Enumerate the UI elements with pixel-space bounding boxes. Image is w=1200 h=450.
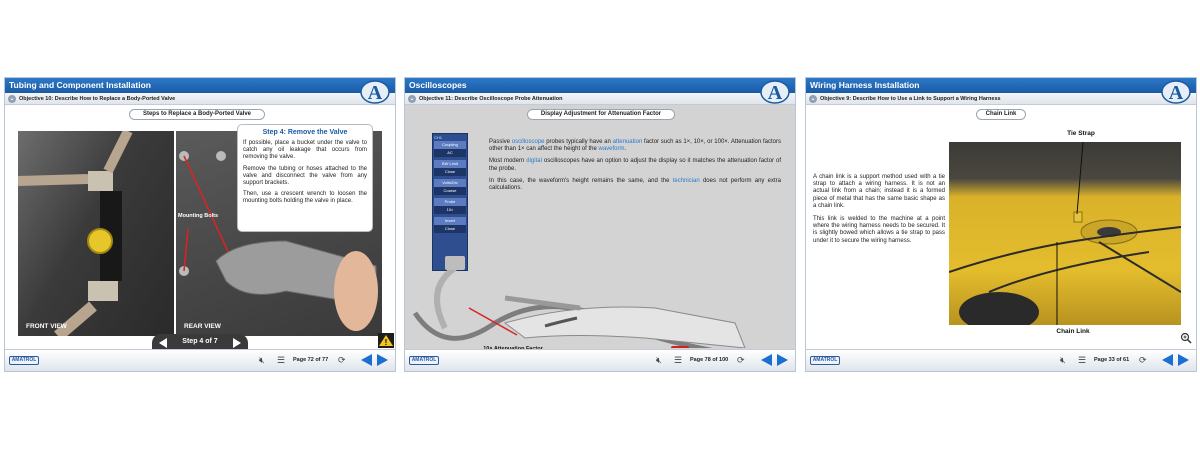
prev-page-button[interactable] — [761, 354, 772, 366]
objective-text: Objective 11: Describe Oscilloscope Probe Attenuation — [419, 96, 563, 102]
step-textbox — [237, 124, 373, 232]
lesson-title: Tubing and Component Installation — [5, 78, 395, 93]
footer-bar — [806, 349, 1196, 371]
refresh-icon[interactable]: ⟳ — [338, 355, 346, 365]
zoom-icon[interactable] — [1180, 332, 1192, 344]
svg-text:!: ! — [384, 338, 388, 347]
mute-icon[interactable]: 🔇︎ — [656, 355, 662, 365]
refresh-icon[interactable]: ⟳ — [1139, 355, 1147, 365]
valve-front-graphic — [18, 131, 174, 336]
lesson-panel-tubing — [4, 77, 396, 372]
glossary-link[interactable]: technician — [672, 177, 700, 184]
glossary-link[interactable]: attenuation — [612, 139, 643, 145]
amatrol-brand[interactable]: AMATROL — [9, 356, 39, 365]
chevron-down-icon[interactable]: ⌄ — [810, 96, 816, 102]
attenuation-switch[interactable] — [671, 346, 689, 348]
section-label: Chain Link — [976, 109, 1026, 120]
step-paragraph-1: If possible, place a bucket under the valve to catch any oil leakage that occurs from removing the valve. — [243, 140, 367, 161]
menu-icon[interactable]: ☰ — [277, 355, 286, 365]
tie-strap-label: Tie Strap — [1067, 130, 1095, 137]
refresh-icon[interactable]: ⟳ — [737, 355, 745, 365]
scope-menu-item[interactable]: Coupling AC — [434, 141, 466, 157]
objective-bar[interactable] — [806, 93, 1196, 105]
front-view-label: FRONT VIEW — [26, 323, 67, 330]
step-paragraph-3: Then, use a crescent wrench to loosen the mounting bolts holding the valve in place. — [243, 191, 367, 205]
mute-icon[interactable]: 🔇︎ — [259, 355, 265, 365]
page-indicator: Page 33 of 61 — [1094, 357, 1130, 363]
paragraph-1: A chain link is a support method used with a tie strap to attach a wiring harness. It is not an actual link from a chain; instead it is a formed piece of metal that has the same basic shape as a chain link. — [813, 174, 945, 209]
glossary-link[interactable]: digital — [526, 158, 542, 165]
step-counter: Step 4 of 7 — [182, 338, 218, 345]
glossary-link[interactable]: oscilloscope — [511, 139, 545, 145]
next-page-button[interactable] — [377, 354, 388, 366]
amatrol-logo-icon — [357, 78, 391, 105]
next-step-button[interactable] — [233, 338, 241, 348]
section-label: Steps to Replace a Body-Ported Valve — [129, 109, 265, 120]
objective-bar[interactable] — [405, 93, 795, 105]
scope-menu-item-probe[interactable]: Probe 10× — [434, 198, 466, 214]
chevron-down-icon[interactable]: ⌄ — [9, 96, 15, 102]
lesson-title: Wiring Harness Installation — [806, 78, 1196, 93]
paragraph-2: Most modern digital oscilloscopes have an option to adjust the display so it matches the attenuation factor of the probe. — [489, 158, 781, 172]
objective-text: Objective 10: Describe How to Replace a Body-Ported Valve — [19, 96, 176, 102]
rear-view-label: REAR VIEW — [184, 323, 221, 330]
amatrol-brand[interactable]: AMATROL — [810, 356, 840, 365]
footer-bar — [5, 349, 395, 371]
svg-text:A: A — [767, 82, 783, 104]
mute-icon[interactable]: 🔇︎ — [1060, 355, 1066, 365]
scope-menu-item[interactable]: Volts/Div Coarse — [434, 179, 466, 195]
svg-text:A: A — [367, 82, 383, 104]
lesson-text — [489, 139, 781, 192]
page-indicator: Page 78 of 100 — [690, 357, 729, 363]
glossary-link[interactable]: waveform — [598, 146, 625, 153]
scope-menu-title: CH1 — [434, 135, 443, 140]
scope-menu-item[interactable]: Invert Close — [434, 217, 466, 233]
amatrol-logo-icon — [757, 78, 791, 105]
next-page-button[interactable] — [1178, 354, 1189, 366]
step-paragraph-2: Remove the tubing or hoses attached to the valve and disconnect the valve from any support brackets. — [243, 165, 367, 187]
next-page-button[interactable] — [777, 354, 788, 366]
machine-graphic — [949, 142, 1181, 325]
prev-page-button[interactable] — [1162, 354, 1173, 366]
objective-text: Objective 9: Describe How to Use a Link to Support a Wiring Harness — [820, 96, 1001, 102]
wiring-photo — [949, 142, 1181, 325]
lesson-title: Oscilloscopes — [405, 78, 795, 93]
svg-text:A: A — [1168, 82, 1184, 104]
menu-icon[interactable]: ☰ — [1078, 355, 1087, 365]
scope-menu-item[interactable]: BW Limit Close — [434, 160, 466, 176]
objective-bar[interactable] — [5, 93, 395, 105]
menu-icon[interactable]: ☰ — [674, 355, 683, 365]
chain-link-label: Chain Link — [1056, 328, 1090, 335]
section-label: Display Adjustment for Attenuation Factor — [527, 109, 675, 120]
lesson-text — [813, 174, 945, 245]
mounting-bolts-label: Mounting Bolts — [178, 213, 219, 219]
footer-bar — [405, 349, 795, 371]
paragraph-1: Passive oscilloscope probes typically have an attenuation factor such as 1×, 10×, or 100×. Attenuation factors other than 1× can affect the height of the waveform. — [489, 139, 781, 153]
paragraph-3: In this case, the waveform's height remains the same, and the technician does not perform any extra calculations. — [489, 177, 781, 192]
prev-page-button[interactable] — [361, 354, 372, 366]
probe-graphic — [405, 198, 796, 348]
lesson-panel-oscilloscopes — [404, 77, 796, 372]
page-indicator: Page 72 of 77 — [293, 357, 329, 363]
step-title: Step 4: Remove the Valve — [262, 129, 348, 136]
lesson-panel-wiring — [805, 77, 1197, 372]
front-view-photo — [18, 131, 174, 336]
paragraph-2: This link is welded to the machine at a point where the wiring harness needs to be secured. It is slightly bowed which allows a tie strap to pass under it to secure the wiring harness. — [813, 216, 945, 244]
amatrol-brand[interactable]: AMATROL — [409, 356, 439, 365]
chevron-down-icon[interactable]: ⌄ — [409, 96, 415, 102]
amatrol-logo-icon — [1158, 78, 1192, 105]
warning-icon[interactable] — [378, 333, 394, 348]
